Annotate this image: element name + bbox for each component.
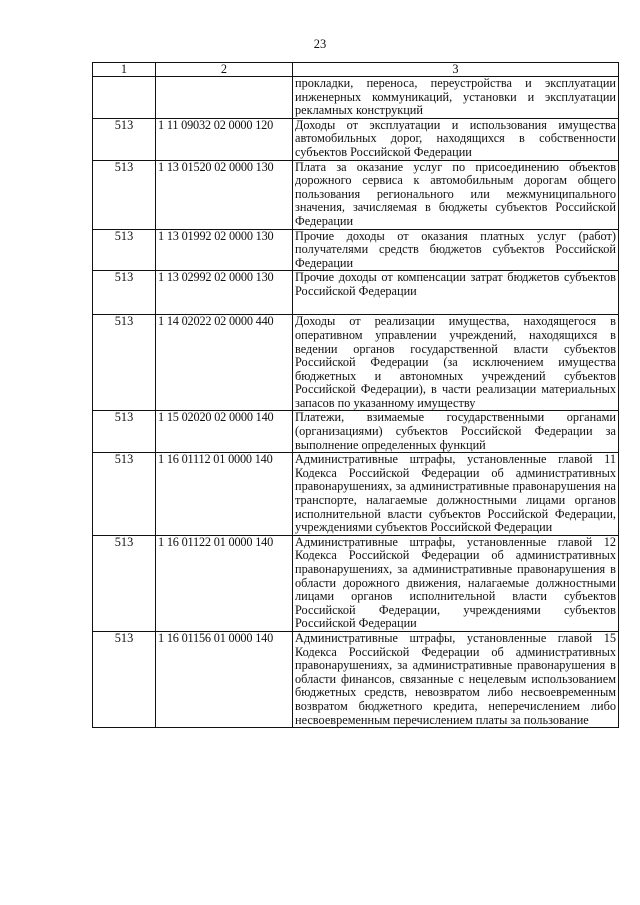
table-row <box>93 315 619 411</box>
description-cell: Административные штрафы, установленные главой 11 Кодекса Российской Федерации об административных правонарушениях, за административные правонарушения на транспорте, налагаемые должностными лицами органов исполнительной власти субъектов Российской Федерации, учреждениями субъектов Российской Федерации <box>293 453 619 536</box>
description-cell: Административные штрафы, установленные главой 12 Кодекса Российской Федерации об административных правонарушениях, за административные правонарушения в области дорожного движения, налагаемые должностными лицами органов исполнительной власти субъектов Российской Федерации, учреждениями субъектов Российской Федерации <box>293 535 619 631</box>
table-row <box>93 453 619 536</box>
admin-code-cell: 513 <box>93 535 156 631</box>
table-row <box>93 229 619 271</box>
table-row <box>93 535 619 631</box>
admin-code-cell: 513 <box>93 271 156 315</box>
budget-code-cell <box>156 77 293 119</box>
table-row <box>93 271 619 315</box>
header-col-2: 2 <box>156 63 293 77</box>
table-row <box>93 77 619 119</box>
budget-code-cell: 1 15 02020 02 0000 140 <box>156 411 293 453</box>
admin-code-cell: 513 <box>93 315 156 411</box>
description-cell: прокладки, переноса, переустройства и эксплуатации инженерных коммуникаций, установки и эксплуатации рекламных конструкций <box>293 77 619 119</box>
admin-code-cell: 513 <box>93 453 156 536</box>
table-row <box>93 118 619 160</box>
revenue-codes-table <box>92 62 619 728</box>
admin-code-cell: 513 <box>93 631 156 727</box>
description-cell: Доходы от реализации имущества, находящегося в оперативном управлении учреждений, находящихся в ведении органов государственной власти субъектов Российской Федерации (за исключением имущества бюджетных и автономных учреждений субъектов Российской Федерации), в части реализации материальных запасов по указанному имуществу <box>293 315 619 411</box>
budget-code-cell: 1 14 02022 02 0000 440 <box>156 315 293 411</box>
admin-code-cell: 513 <box>93 229 156 271</box>
budget-code-cell: 1 13 02992 02 0000 130 <box>156 271 293 315</box>
budget-code-cell: 1 16 01122 01 0000 140 <box>156 535 293 631</box>
budget-code-cell: 1 16 01156 01 0000 140 <box>156 631 293 727</box>
table-header-row <box>93 63 619 77</box>
description-cell: Прочие доходы от компенсации затрат бюджетов субъектов Российской Федерации <box>293 271 619 315</box>
budget-code-cell: 1 13 01992 02 0000 130 <box>156 229 293 271</box>
table-row <box>93 160 619 229</box>
description-cell: Прочие доходы от оказания платных услуг (работ) получателями средств бюджетов субъектов Российской Федерации <box>293 229 619 271</box>
admin-code-cell: 513 <box>93 118 156 160</box>
header-col-3: 3 <box>293 63 619 77</box>
budget-code-cell: 1 11 09032 02 0000 120 <box>156 118 293 160</box>
budget-code-cell: 1 13 01520 02 0000 130 <box>156 160 293 229</box>
admin-code-cell: 513 <box>93 160 156 229</box>
table-row <box>93 411 619 453</box>
admin-code-cell: 513 <box>93 411 156 453</box>
description-cell: Плата за оказание услуг по присоединению объектов дорожного сервиса к автомобильным дорогам общего пользования регионального или межмуниципального значения, зачисляемая в бюджеты субъектов Российской Федерации <box>293 160 619 229</box>
header-col-1: 1 <box>93 63 156 77</box>
admin-code-cell <box>93 77 156 119</box>
description-cell: Доходы от эксплуатации и использования имущества автомобильных дорог, находящихся в собственности субъектов Российской Федерации <box>293 118 619 160</box>
budget-code-cell: 1 16 01112 01 0000 140 <box>156 453 293 536</box>
page-number: 23 <box>313 37 327 51</box>
description-cell: Административные штрафы, установленные главой 15 Кодекса Российской Федерации об административных правонарушениях, за административные правонарушения в области финансов, связанные с нецелевым использованием бюджетных средств, невозвратом либо несвоевременным возвратом бюджетного кредита, неперечислением либо несвоевременным перечислением платы за пользование <box>293 631 619 727</box>
description-cell: Платежи, взимаемые государственными органами (организациями) субъектов Российской Федерации за выполнение определенных функций <box>293 411 619 453</box>
table-row <box>93 631 619 727</box>
